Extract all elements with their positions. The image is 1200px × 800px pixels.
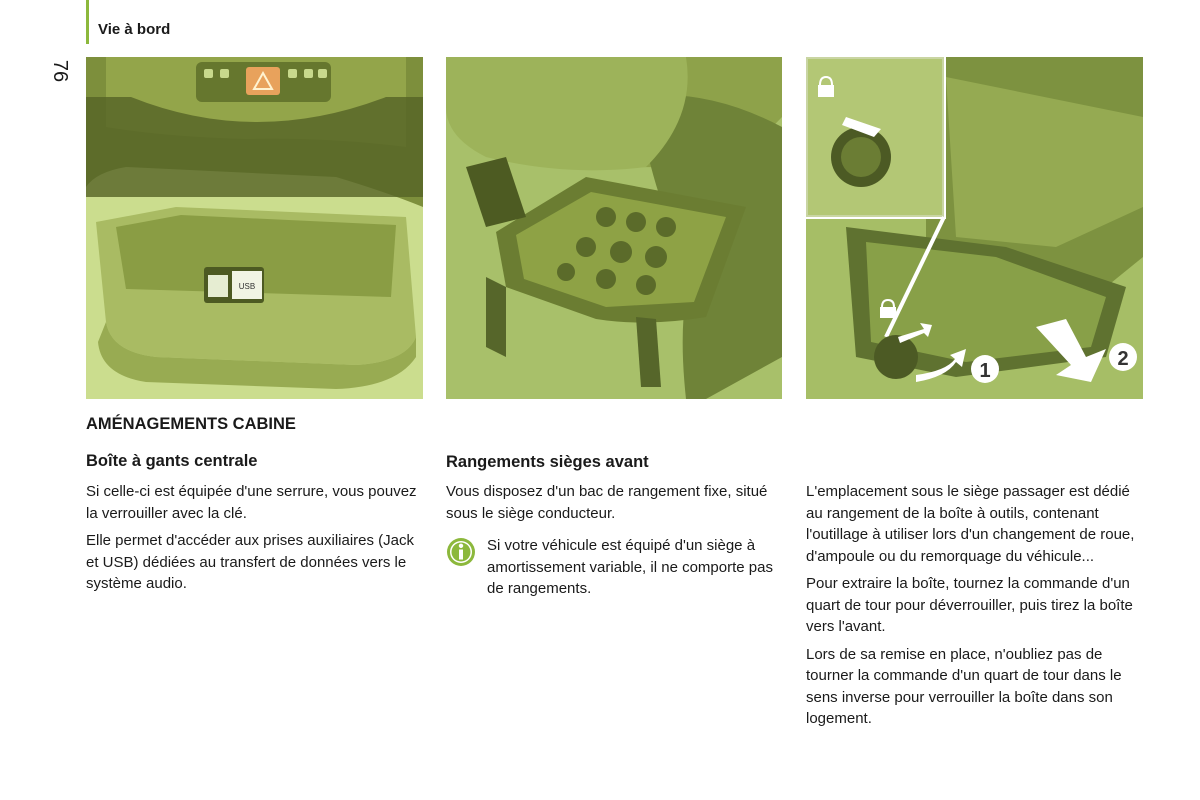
- dashboard-button-icon: [204, 69, 213, 78]
- info-icon: [446, 537, 476, 567]
- unlock-padlock-icon: [880, 307, 896, 318]
- glove-box-subheading: Boîte à gants centrale: [86, 452, 258, 470]
- seat-storage-info-text: [487, 535, 782, 606]
- cabin-heading: AMÉNAGEMENTS CABINE: [86, 415, 296, 433]
- header-accent-bar: [86, 0, 89, 44]
- seat-storage-text: [446, 481, 781, 530]
- dashboard-button-icon: [288, 69, 297, 78]
- toolbox-paragraph-2: Pour extraire la boîte, tournez la commande d'un quart de tour pour déverrouiller, puis tirez la boîte vers l'avant.: [806, 575, 1133, 635]
- step-2-label: 2: [1117, 348, 1129, 370]
- seat-storage-subheading: Rangements sièges avant: [446, 453, 649, 471]
- unlock-padlock-icon: [818, 85, 834, 97]
- usb-label: USB: [238, 282, 256, 291]
- dashboard-button-icon: [220, 69, 229, 78]
- toolbox-text: [806, 481, 1146, 736]
- dashboard-button-icon: [318, 69, 327, 78]
- jack-icon: [208, 275, 228, 297]
- dashboard-button-icon: [304, 69, 313, 78]
- glove-box-paragraph-2: Elle permet d'accéder aux prises auxiliaires (Jack et USB) dédiées au transfert de données vers le système audio.: [86, 532, 415, 592]
- page-number: 76: [49, 59, 71, 83]
- seat-storage-paragraph-1: Vous disposez d'un bac de rangement fixe, situé sous le siège conducteur.: [446, 483, 768, 522]
- section-title: Vie à bord: [98, 21, 171, 38]
- toolbox-illustration: [806, 57, 1143, 399]
- seat-storage-info: Si votre véhicule est équipé d'un siège à amortissement variable, il ne comporte pas de rangements.: [487, 537, 773, 597]
- step-1-label: 1: [979, 360, 991, 382]
- toolbox-paragraph-3: Lors de sa remise en place, n'oubliez pas de tourner la commande d'un quart de tour dans le sens inverse pour verrouiller la boîte dans son logement.: [806, 645, 1122, 727]
- glove-box-paragraph-1: Si celle-ci est équipée d'une serrure, vous pouvez la verrouiller avec la clé.: [86, 483, 417, 522]
- glove-box-text: [86, 481, 421, 601]
- seat-storage-illustration: [446, 57, 782, 399]
- glove-box-illustration: [86, 57, 423, 399]
- toolbox-paragraph-1: L'emplacement sous le siège passager est dédié au rangement de la boîte à outils, contenant l'outillage à utiliser lors d'un changement de roue, d'ampoule ou du remorquage du véhicule...: [806, 483, 1135, 565]
